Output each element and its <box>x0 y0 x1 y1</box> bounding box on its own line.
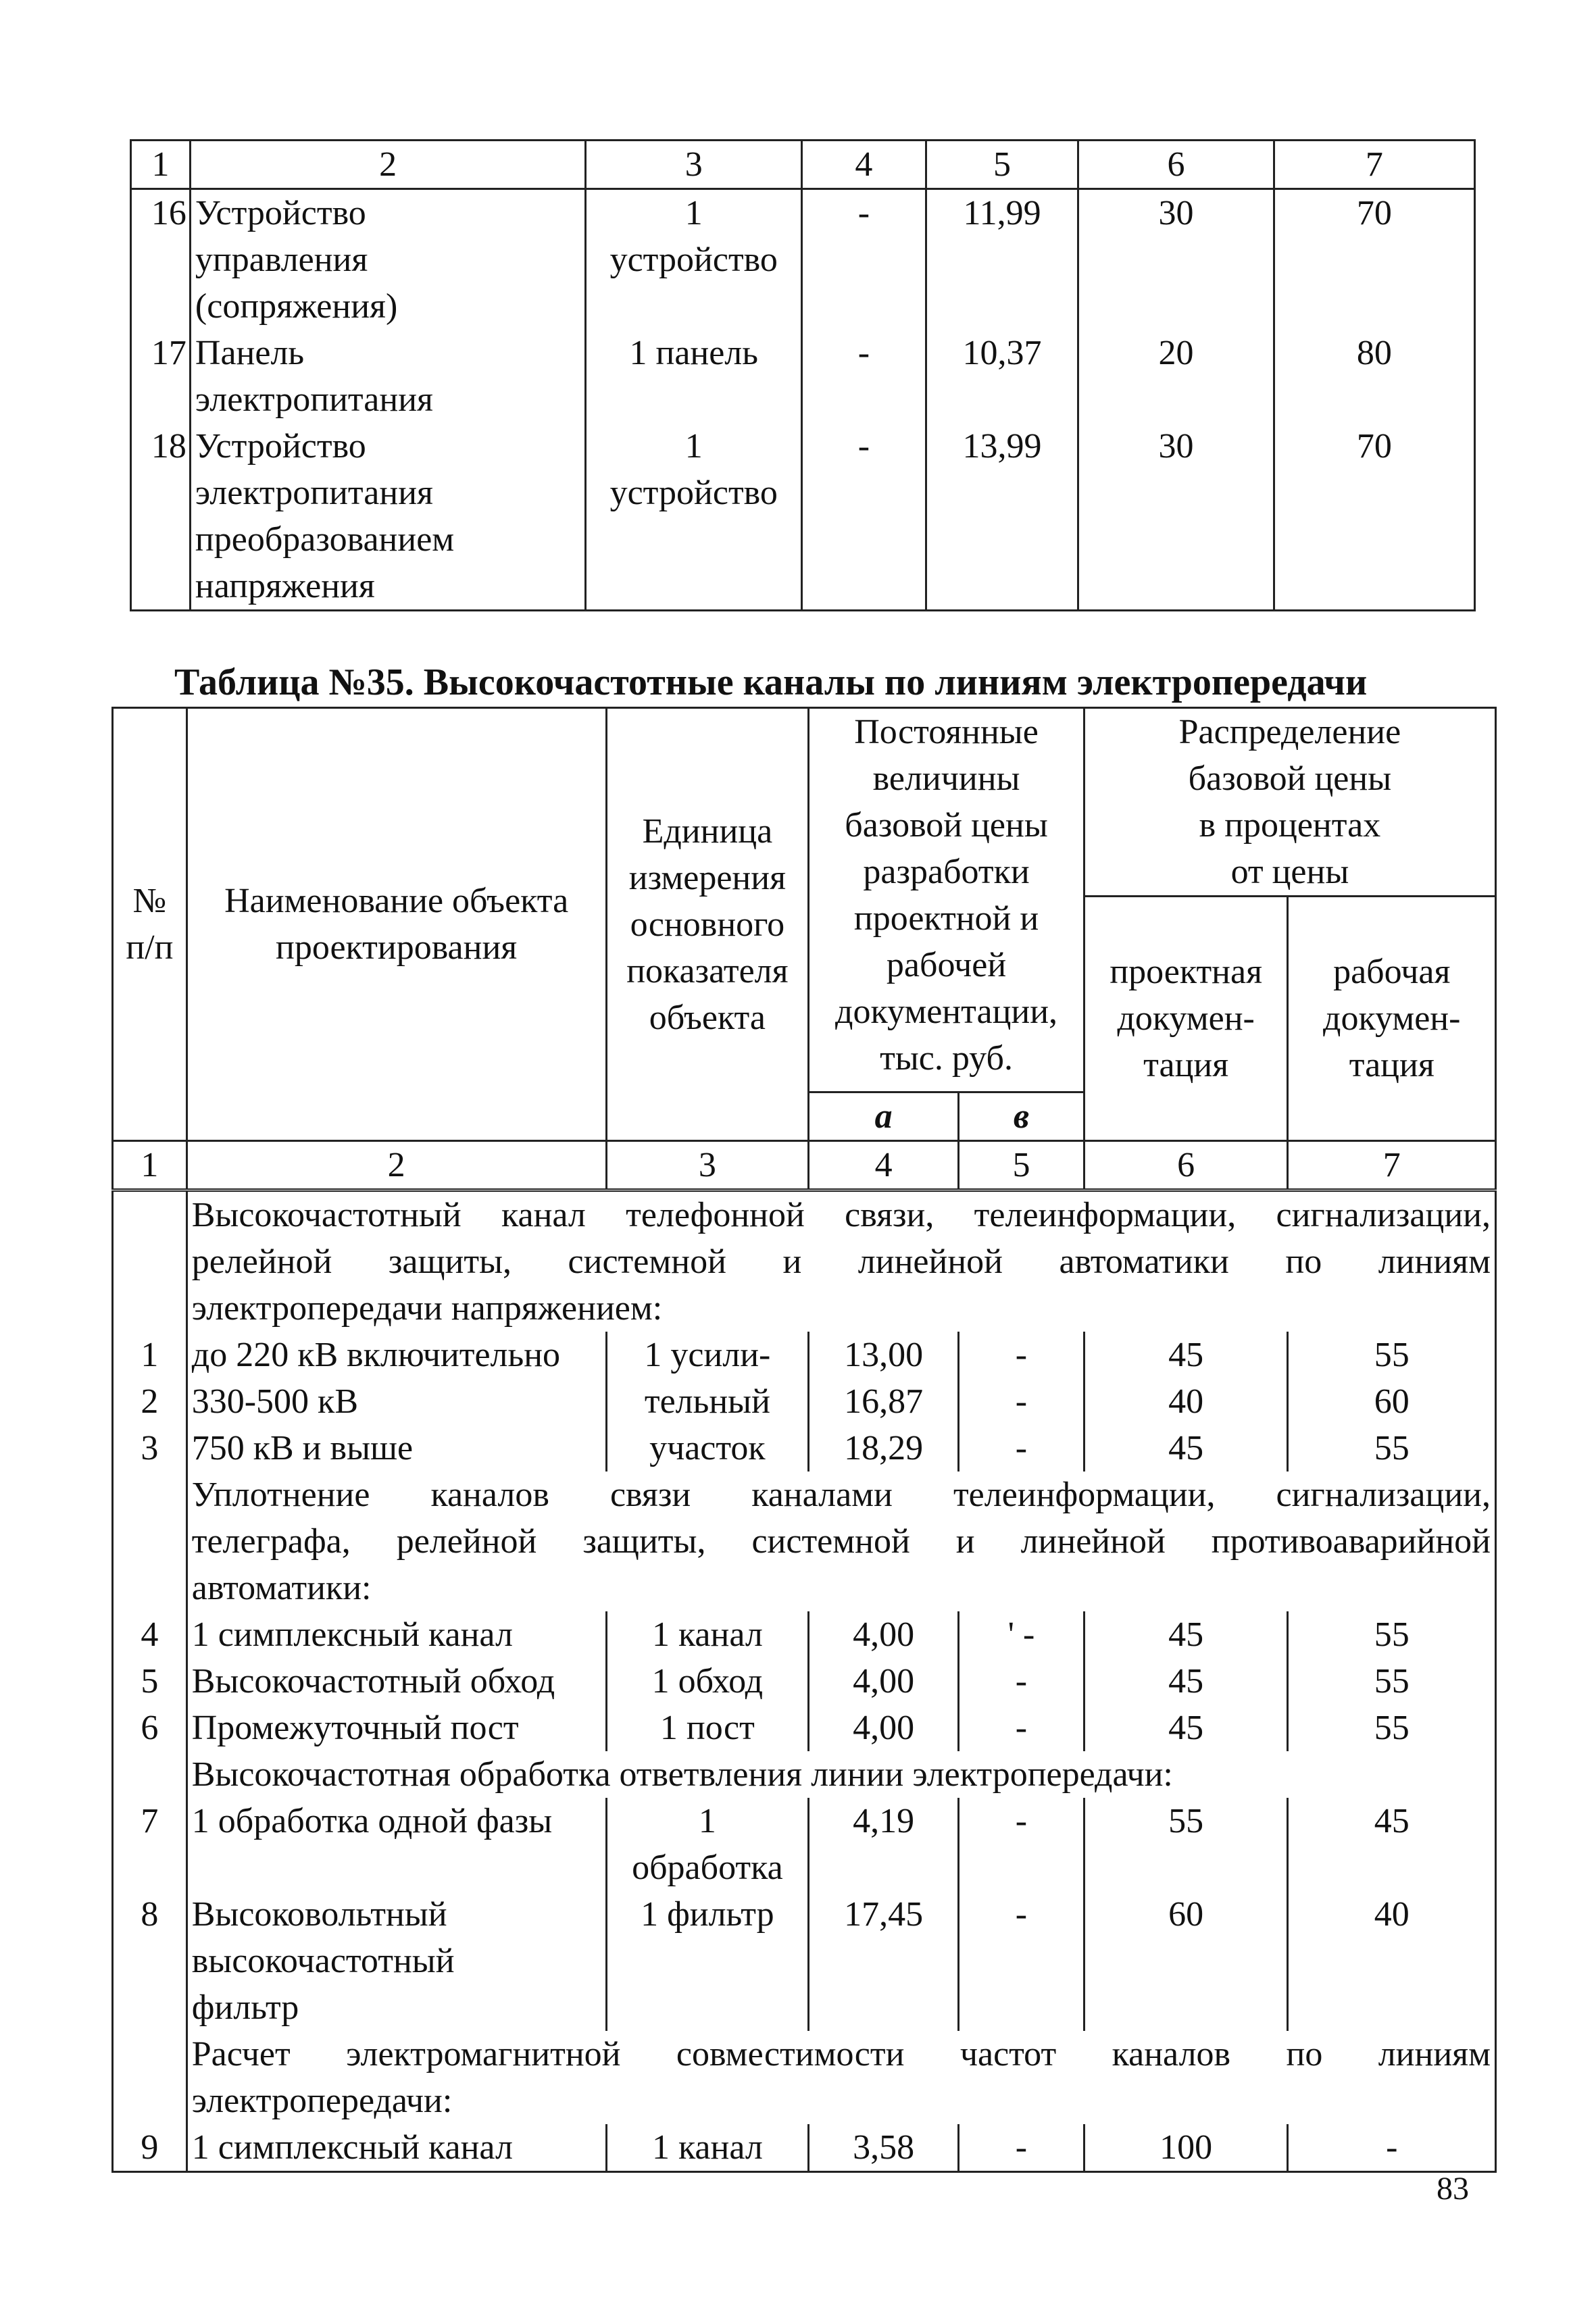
section-title-line: Уплотнение каналов связи каналами телеинформации, сигнализации, <box>191 1476 1491 1514</box>
cell-name: 1 симплексный канал <box>186 1611 606 1658</box>
table-row <box>113 1332 1496 1378</box>
column-number: 2 <box>190 141 585 189</box>
cell-a: - <box>802 189 926 330</box>
cell-n: 9 <box>113 2124 187 2172</box>
cell-b: - <box>959 1425 1084 1472</box>
cell-r: 55 <box>1288 1425 1496 1472</box>
cell-a: 3,58 <box>809 2124 959 2172</box>
cell-n: 18 <box>131 423 191 611</box>
section-title-row <box>113 1751 1496 1798</box>
cell-r: - <box>1288 2124 1496 2172</box>
column-number: 4 <box>809 1141 959 1190</box>
section-title-line: Расчет электромагнитной совместимости частот каналов по линиям <box>191 2035 1491 2073</box>
cell-name: Высокочастотный обход <box>186 1658 606 1705</box>
cell-unit: участок <box>606 1425 809 1472</box>
cell-name: Устройство управления (сопряжения) <box>190 189 585 330</box>
cell-n: 4 <box>113 1611 187 1658</box>
column-number: 5 <box>959 1141 1084 1190</box>
header-num: № п/п <box>113 708 187 1141</box>
cell-name: 1 симплексный канал <box>186 2124 606 2172</box>
table-row <box>113 1658 1496 1705</box>
cell-n: 3 <box>113 1425 187 1472</box>
header-project-doc: проектная докумен- тация <box>1084 897 1288 1141</box>
column-number: 3 <box>586 141 802 189</box>
cell-p: 45 <box>1084 1425 1288 1472</box>
table-row <box>113 1705 1496 1751</box>
section-num-cell <box>113 2031 187 2124</box>
cell-name: Устройство электропитания преобразованием напряжения <box>190 423 585 611</box>
table-caption: Таблица №35. Высокочастотные каналы по линиям электропередачи <box>174 661 1368 703</box>
cell-b: 11,99 <box>926 189 1078 330</box>
cell-b: - <box>959 1332 1084 1378</box>
cell-a: - <box>802 330 926 423</box>
column-number: 2 <box>186 1141 606 1190</box>
cell-r: 55 <box>1288 1332 1496 1378</box>
cell-a: 18,29 <box>809 1425 959 1472</box>
header-a: а <box>809 1092 959 1141</box>
cell-a: 17,45 <box>809 1891 959 2031</box>
cell-unit: тельный <box>606 1378 809 1425</box>
section-title <box>186 1190 1495 1332</box>
cell-name: Промежуточный пост <box>186 1705 606 1751</box>
header-b: в <box>959 1092 1084 1141</box>
cell-p: 40 <box>1084 1378 1288 1425</box>
cell-b: ' - <box>959 1611 1084 1658</box>
cell-p: 45 <box>1084 1611 1288 1658</box>
continuation-table <box>130 139 1476 611</box>
cell-p: 30 <box>1078 189 1274 330</box>
cell-unit: 1 панель <box>586 330 802 423</box>
table-row <box>131 189 1475 330</box>
cell-b: - <box>959 1705 1084 1751</box>
cell-p: 60 <box>1084 1891 1288 2031</box>
cell-name: 330-500 кВ <box>186 1378 606 1425</box>
cell-unit: 1 фильтр <box>606 1891 809 2031</box>
cell-unit: 1 канал <box>606 1611 809 1658</box>
section-num-cell <box>113 1751 187 1798</box>
table-row <box>113 1425 1496 1472</box>
cell-a: 16,87 <box>809 1378 959 1425</box>
section-title <box>186 1751 1495 1798</box>
section-title-line: Высокочастотный канал телефонной связи, телеинформации, сигнализации, <box>191 1196 1491 1234</box>
cell-b: - <box>959 1378 1084 1425</box>
cell-unit: 1 устройство <box>586 189 802 330</box>
table-row <box>113 1378 1496 1425</box>
section-title-line: электропередачи: <box>191 2082 453 2120</box>
header-name: Наименование объекта проектирования <box>186 708 606 1141</box>
cell-a: 4,19 <box>809 1798 959 1891</box>
table-row <box>113 2124 1496 2172</box>
cell-a: 13,00 <box>809 1332 959 1378</box>
cell-r: 55 <box>1288 1705 1496 1751</box>
cell-r: 70 <box>1274 423 1474 611</box>
cell-b: - <box>959 1658 1084 1705</box>
cell-p: 45 <box>1084 1705 1288 1751</box>
cell-b: 10,37 <box>926 330 1078 423</box>
cell-n: 6 <box>113 1705 187 1751</box>
cell-p: 20 <box>1078 330 1274 423</box>
column-number: 4 <box>802 141 926 189</box>
cell-p: 45 <box>1084 1658 1288 1705</box>
cell-n: 5 <box>113 1658 187 1705</box>
header-distribution: Распределение базовой цены в процентах от цены <box>1084 708 1495 897</box>
cell-r: 60 <box>1288 1378 1496 1425</box>
cell-b: - <box>959 1798 1084 1891</box>
cell-n: 2 <box>113 1378 187 1425</box>
column-number: 1 <box>131 141 191 189</box>
cell-r: 70 <box>1274 189 1474 330</box>
header-const-values: Постоянные величины базовой цены разработки проектной и рабочей документации, тыс. руб. <box>809 708 1084 1092</box>
cell-name: Высоковольтный высокочастотный фильтр <box>186 1891 606 2031</box>
cell-n: 1 <box>113 1332 187 1378</box>
cell-p: 100 <box>1084 2124 1288 2172</box>
section-num-cell <box>113 1190 187 1332</box>
cell-r: 40 <box>1288 1891 1496 2031</box>
section-title-line: релейной защиты, системной и линейной автоматики по линиям <box>191 1242 1491 1281</box>
cell-unit: 1 канал <box>606 2124 809 2172</box>
cell-n: 8 <box>113 1891 187 2031</box>
cell-unit: 1 обработка <box>606 1798 809 1891</box>
section-title-line: Высокочастотная обработка ответвления линии электропередачи: <box>191 1755 1173 1794</box>
table-row <box>131 423 1475 611</box>
table-row <box>113 1611 1496 1658</box>
cell-n: 7 <box>113 1798 187 1891</box>
column-number: 3 <box>606 1141 809 1190</box>
table-35 <box>111 707 1497 2173</box>
cell-n: 17 <box>131 330 191 423</box>
section-num-cell <box>113 1472 187 1611</box>
header-row <box>131 141 1475 189</box>
table-row <box>113 1798 1496 1891</box>
cell-name: 1 обработка одной фазы <box>186 1798 606 1891</box>
cell-name: до 220 кВ включительно <box>186 1332 606 1378</box>
cell-b: 13,99 <box>926 423 1078 611</box>
column-number: 7 <box>1288 1141 1496 1190</box>
cell-unit: 1 устройство <box>586 423 802 611</box>
cell-name: Панель электропитания <box>190 330 585 423</box>
column-number: 1 <box>113 1141 187 1190</box>
cell-unit: 1 пост <box>606 1705 809 1751</box>
column-number: 5 <box>926 141 1078 189</box>
cell-r: 55 <box>1288 1611 1496 1658</box>
table-row <box>131 330 1475 423</box>
cell-b: - <box>959 2124 1084 2172</box>
cell-a: 4,00 <box>809 1658 959 1705</box>
section-title-line: автоматики: <box>191 1569 372 1607</box>
cell-name: 750 кВ и выше <box>186 1425 606 1472</box>
column-number: 7 <box>1274 141 1474 189</box>
cell-a: 4,00 <box>809 1611 959 1658</box>
section-title-row <box>113 1190 1496 1332</box>
column-number: 6 <box>1084 1141 1288 1190</box>
cell-unit: 1 усили- <box>606 1332 809 1378</box>
header-unit: Единица измерения основного показателя объекта <box>606 708 809 1141</box>
cell-unit: 1 обход <box>606 1658 809 1705</box>
column-number: 6 <box>1078 141 1274 189</box>
cell-r: 45 <box>1288 1798 1496 1891</box>
page-number: 83 <box>1437 2171 1469 2207</box>
cell-a: 4,00 <box>809 1705 959 1751</box>
header-work-doc: рабочая докумен- тация <box>1288 897 1496 1141</box>
cell-r: 55 <box>1288 1658 1496 1705</box>
section-title <box>186 1472 1495 1611</box>
section-title-row <box>113 1472 1496 1611</box>
cell-n: 16 <box>131 189 191 330</box>
cell-p: 30 <box>1078 423 1274 611</box>
section-title-row <box>113 2031 1496 2124</box>
cell-r: 80 <box>1274 330 1474 423</box>
cell-p: 55 <box>1084 1798 1288 1891</box>
cell-b: - <box>959 1891 1084 2031</box>
section-title-line: телеграфа, релейной защиты, системной и линейной противоаварийной <box>191 1522 1491 1561</box>
section-title <box>186 2031 1495 2124</box>
cell-a: - <box>802 423 926 611</box>
table-row <box>113 1891 1496 2031</box>
cell-p: 45 <box>1084 1332 1288 1378</box>
section-title-line: электропередачи напряжением: <box>191 1289 663 1328</box>
column-numbers-row <box>113 1141 1496 1190</box>
